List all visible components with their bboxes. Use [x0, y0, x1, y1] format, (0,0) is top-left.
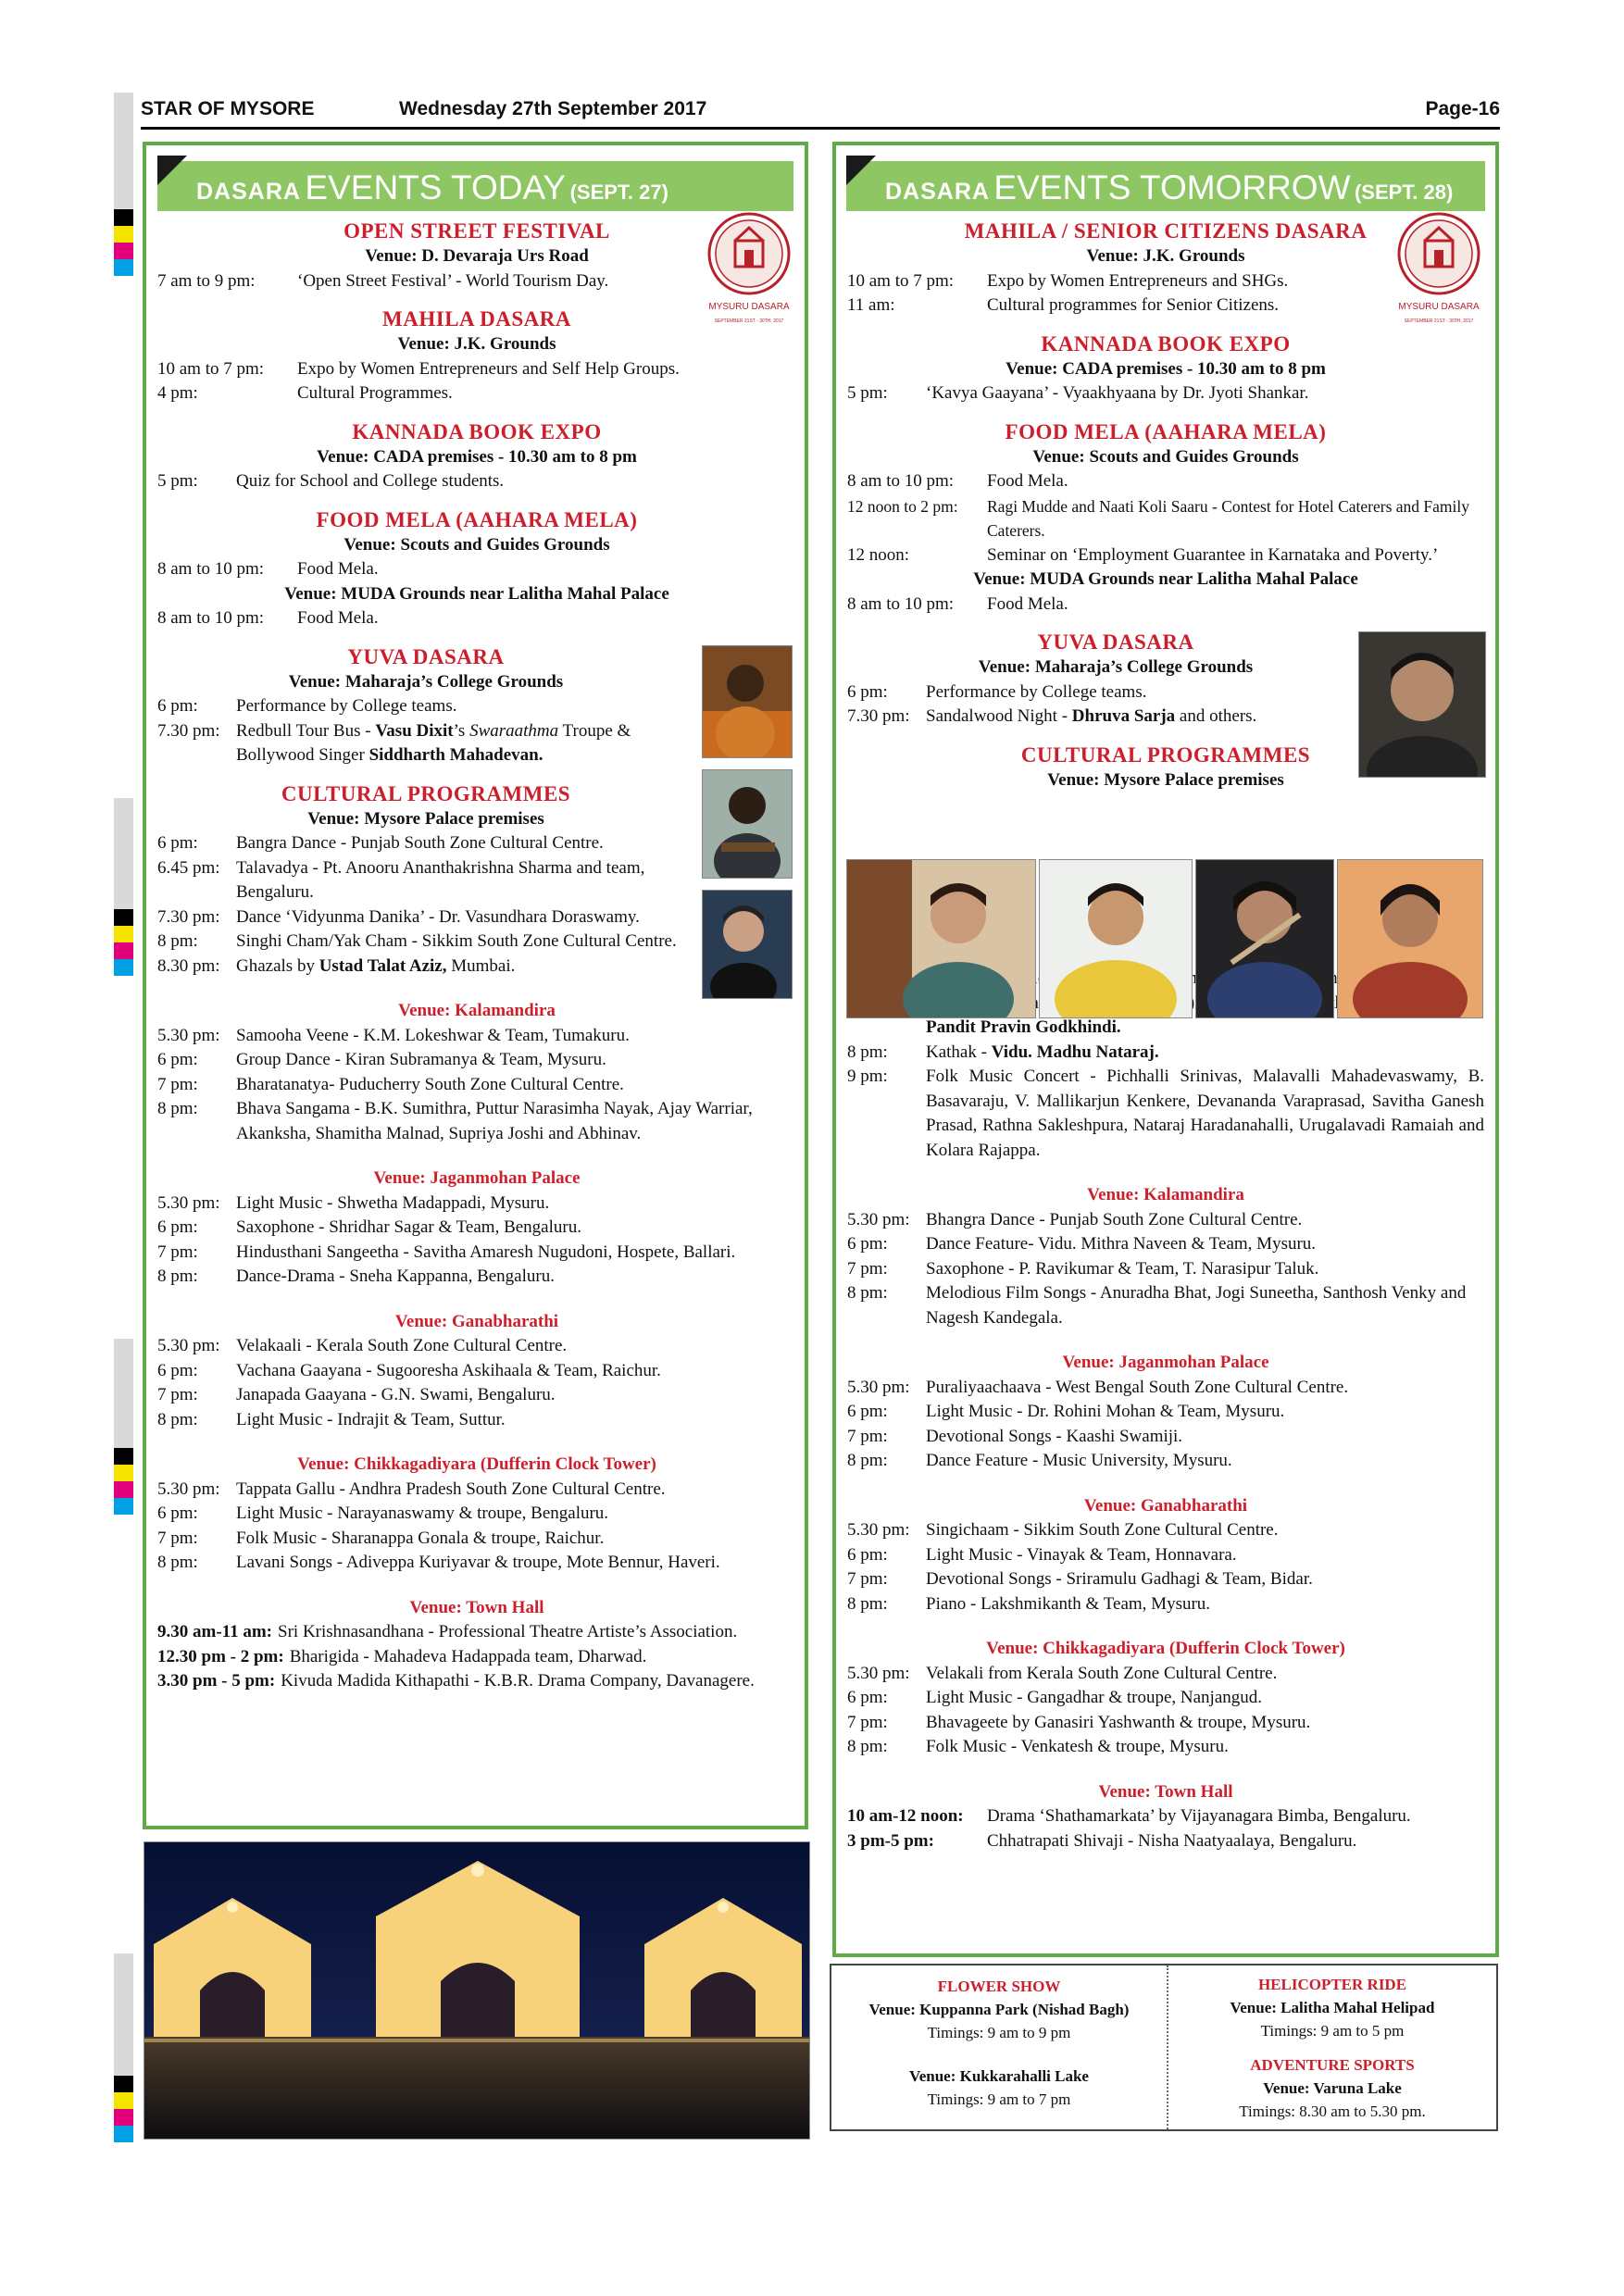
section-heading: MAHILA DASARA: [382, 307, 571, 331]
event-time: 6 pm:: [847, 1688, 888, 1707]
event-time: 6 pm:: [157, 696, 198, 716]
event-desc: Puraliyaachaava - West Bengal South Zone Cultural Centre.: [926, 1377, 1349, 1397]
event-time: 5.30 pm:: [847, 1663, 910, 1683]
venue-line: Venue: Scouts and Guides Grounds: [1032, 446, 1299, 467]
event-desc: Samooha Veene - K.M. Lokeshwar & Team, Tumakuru.: [236, 1025, 630, 1045]
event-time: 12.30 pm - 2 pm:: [157, 1646, 284, 1666]
event-desc: Velakali from Kerala South Zone Cultural Centre.: [926, 1663, 1278, 1683]
photo-nandinirao-gujar: [846, 859, 1036, 1018]
photo-siddharth-mahadevan: [702, 769, 793, 879]
event-row: [847, 293, 1484, 318]
event-time: 9 pm:: [847, 1067, 888, 1086]
event-row: [847, 1735, 1484, 1760]
event-row: [847, 1376, 1484, 1401]
rides-column: [1168, 1965, 1496, 2129]
masthead-rule: [141, 127, 1500, 130]
helicopter-ride-heading: HELICOPTER RIDE: [1257, 1976, 1407, 1993]
event-time: 6 pm:: [157, 1050, 198, 1069]
banner-corner: [157, 156, 187, 185]
event-time: 7 pm:: [847, 1569, 888, 1589]
event-time: 7.30 pm:: [157, 720, 220, 741]
event-desc: Light Music - Gangadhar & troupe, Nanjangud.: [926, 1688, 1263, 1707]
venue-heading: Venue: Jaganmohan Palace: [373, 1168, 581, 1188]
event-row: [157, 1669, 796, 1694]
event-time: 12 noon to 2 pm:: [847, 496, 958, 516]
event-row: [847, 1543, 1484, 1568]
event-desc: Bharigida - Mahadeva Hadappada team, Dharwad.: [289, 1646, 647, 1666]
events-today-banner: [157, 161, 793, 211]
photo-talat-aziz: [702, 890, 793, 999]
event-desc: Expo by Women Entrepreneurs and SHGs.: [987, 270, 1289, 291]
event-row: [157, 557, 796, 582]
event-row: [157, 905, 694, 930]
logo-subtext: SEPTEMBER 21ST - 30TH, 2017: [714, 318, 784, 324]
event-desc: Food Mela.: [297, 608, 379, 628]
adventure-sports-heading: ADVENTURE SPORTS: [1250, 2056, 1415, 2074]
event-time: 8 pm:: [157, 1267, 198, 1286]
event-time: 7.30 pm:: [847, 706, 910, 726]
venue-line: Venue: CADA premises - 10.30 am to 8 pm: [1006, 358, 1326, 379]
event-time: 5 pm:: [847, 383, 888, 403]
banner-corner: [846, 156, 876, 185]
venue-heading: Venue: Town Hall: [409, 1597, 544, 1617]
event-desc: Pandit Pravin Godkhindi.: [926, 1017, 1121, 1037]
event-time: 3 pm-5 pm:: [847, 1830, 934, 1851]
event-row: [157, 831, 694, 856]
event-row: [847, 494, 1484, 543]
event-desc: Food Mela.: [297, 559, 379, 579]
event-row: [157, 1097, 796, 1146]
event-time: 8 am to 10 pm:: [847, 593, 955, 614]
event-row: [157, 1383, 796, 1408]
event-time: 5.30 pm:: [157, 1192, 220, 1213]
event-desc: Light Music - Shwetha Madappadi, Mysuru.: [236, 1192, 550, 1213]
event-desc: Cultural Programmes.: [297, 383, 453, 403]
venue-line: Venue: Mysore Palace premises: [1047, 769, 1284, 790]
event-row: [847, 593, 1484, 618]
event-row: [847, 1208, 1484, 1233]
flower-show-timings-2: Timings: 9 am to 7 pm: [927, 2090, 1071, 2108]
banner-date: (SEPT. 28): [1354, 181, 1454, 204]
section-heading: FOOD MELA (AAHARA MELA): [1005, 419, 1327, 443]
event-desc: Velakaali - Kerala South Zone Cultural Centre.: [236, 1336, 568, 1355]
event-desc: Folk Music Concert - Pichhalli Srinivas, Malavalli Mahadevaswamy, B. Basavaraju, V. Mallikarjun Kenkere, Devananda Varaprasad, Savitha Ganesh Prasad, Rathna Sakleshpura, Nataraj Haradanahalli, Urugalavadi Ramaiah and Kolara Rajappa.: [926, 1067, 1484, 1160]
flower-show-column: [831, 1965, 1168, 2129]
paper-name: STAR OF MYSORE: [141, 98, 315, 119]
photo-jayatirtha-mevundi: [1039, 859, 1193, 1018]
event-desc: Expo by Women Entrepreneurs and Self Help Groups.: [297, 358, 680, 379]
flower-show-venue-1: Venue: Kuppanna Park (Nishad Bagh): [868, 2001, 1130, 2018]
venue-line: Venue: Maharaja’s College Grounds: [978, 657, 1254, 677]
event-desc: Devotional Songs - Sriramulu Gadhagi & Team, Bidar.: [926, 1569, 1313, 1589]
event-time: 8.30 pm:: [157, 955, 220, 976]
event-desc: Tappata Gallu - Andhra Pradesh South Zone Cultural Centre.: [236, 1479, 666, 1499]
photo-madhu-nataraj: [1337, 859, 1483, 1018]
event-time: 8 pm:: [157, 931, 198, 951]
event-row: [157, 1478, 796, 1503]
event-row: [847, 1257, 1484, 1282]
event-time: 5 pm:: [157, 471, 198, 491]
venue-heading: Venue: Chikkagadiyara (Dufferin Clock Tower): [986, 1639, 1345, 1658]
event-row: [847, 1804, 1484, 1829]
event-time: 6 pm:: [847, 1402, 888, 1421]
event-time: 6.45 pm:: [157, 857, 220, 878]
page-number: Page-16: [1425, 98, 1500, 119]
event-desc: Bharatanatya- Puducherry South Zone Cultural Centre.: [236, 1074, 624, 1094]
event-desc: Janapada Gaayana - G.N. Swami, Bengaluru.: [236, 1385, 556, 1404]
event-time: 8 pm:: [157, 1553, 198, 1572]
event-time: 7 pm:: [847, 1712, 888, 1732]
event-desc: Food Mela.: [987, 593, 1068, 614]
flower-show-timings-1: Timings: 9 am to 9 pm: [927, 2024, 1071, 2041]
event-time: 5.30 pm:: [157, 1025, 220, 1045]
event-time: 8 pm:: [157, 1099, 198, 1118]
event-desc: Redbull Tour Bus - Vasu Dixit’s Swaraathma Troupe & Bollywood Singer Siddharth Mahadevan.: [236, 720, 631, 765]
event-row: [847, 1567, 1484, 1592]
event-row: [847, 1400, 1484, 1425]
event-time: 5.30 pm:: [157, 1479, 220, 1499]
banner-date: (SEPT. 27): [569, 181, 668, 204]
venue-heading: Venue: Kalamandira: [398, 1001, 556, 1020]
event-row: [157, 381, 796, 406]
event-time: 9.30 am-11 am:: [157, 1622, 273, 1641]
event-desc: Vachana Gaayana - Sugooresha Askihaala & Team, Raichur.: [236, 1360, 661, 1380]
event-time: 8 pm:: [847, 1593, 888, 1614]
event-row: [157, 357, 796, 382]
photo-mysore-palace-illuminated: [144, 1841, 810, 2140]
logo-subtext: SEPTEMBER 21ST - 30TH, 2017: [1404, 318, 1474, 324]
event-row: [157, 1334, 796, 1359]
registration-strip: [114, 93, 133, 209]
event-time: 6 pm:: [157, 1217, 198, 1237]
event-desc: Bhava Sangama - B.K. Sumithra, Puttur Narasimha Nayak, Ajay Warriar, Akanksha, Shamitha Malnad, Supriya Joshi and Abhinav.: [236, 1099, 753, 1143]
venue-line: Venue: Maharaja’s College Grounds: [288, 671, 564, 692]
event-desc: Saxophone - Shridhar Sagar & Team, Bengaluru.: [236, 1217, 581, 1237]
venue-line: Venue: MUDA Grounds near Lalitha Mahal Palace: [284, 583, 669, 604]
event-desc: Dance Feature - Music University, Mysuru.: [926, 1451, 1232, 1470]
event-row: [157, 719, 694, 768]
event-row: [847, 680, 1384, 705]
event-desc: Melodious Film Songs - Anuradha Bhat, Jogi Suneetha, Santhosh Venky and Nagesh Kandegala.: [926, 1283, 1467, 1328]
event-row: [157, 1265, 796, 1290]
banner-dasara: DASARA: [196, 179, 301, 205]
event-time: 6 pm:: [847, 1234, 888, 1254]
event-row: [157, 469, 796, 494]
event-row: [157, 1048, 796, 1073]
event-time: 7 pm:: [157, 1242, 198, 1262]
event-row: [847, 1041, 1484, 1066]
registration-marks: [114, 2076, 133, 2142]
venue-heading: Venue: Ganabharathi: [394, 1311, 559, 1331]
event-time: 7 pm:: [847, 1426, 888, 1446]
event-time: 8 am to 10 pm:: [847, 471, 955, 491]
event-desc: Chhatrapati Shivaji - Nisha Naatyaalaya, Bengaluru.: [987, 1830, 1357, 1851]
event-row: [847, 543, 1484, 568]
event-desc: Saxophone - P. Ravikumar & Team, T. Narasipur Taluk.: [926, 1258, 1319, 1279]
banner-title: EVENTS TOMORROW: [993, 168, 1351, 206]
venue-line: Venue: CADA premises - 10.30 am to 8 pm: [317, 446, 637, 467]
event-time: 11 am:: [847, 295, 895, 315]
event-desc: Kivuda Madida Kithapathi - K.B.R. Drama Company, Davanagere.: [281, 1671, 755, 1691]
event-time: 8 pm:: [157, 1409, 198, 1429]
event-row: [847, 1065, 1484, 1163]
event-time: 7 pm:: [157, 1528, 198, 1548]
venue-heading: Venue: Ganabharathi: [1083, 1495, 1248, 1516]
section-heading: KANNADA BOOK EXPO: [1041, 331, 1291, 356]
event-desc: Bhavageete by Ganasiri Yashwanth & troupe, Mysuru.: [926, 1712, 1311, 1732]
event-row: [847, 1232, 1484, 1257]
event-desc: Seminar on ‘Employment Guarantee in Karnataka and Poverty.’: [987, 544, 1439, 565]
issue-date: Wednesday 27th September 2017: [399, 98, 707, 119]
section-heading: KANNADA BOOK EXPO: [352, 419, 602, 443]
event-desc: Singhi Cham/Yak Cham - Sikkim South Zone Cultural Centre.: [236, 931, 677, 951]
event-row: [847, 1281, 1484, 1330]
section-heading: YUVA DASARA: [347, 644, 505, 668]
event-desc: Kathak - Vidu. Madhu Nataraj.: [926, 1042, 1159, 1062]
event-desc: Performance by College teams.: [926, 681, 1147, 702]
event-desc: Group Dance - Kiran Subramanya & Team, Mysuru.: [236, 1050, 606, 1069]
registration-marks: [114, 1448, 133, 1515]
event-time: 10 am-12 noon:: [847, 1806, 964, 1826]
photo-pravin-godkhindi: [1195, 859, 1334, 1018]
event-row: [157, 1073, 796, 1098]
event-desc: Cultural programmes for Senior Citizens.: [987, 295, 1280, 315]
event-desc: Food Mela.: [987, 471, 1068, 491]
venue-line: Venue: D. Devaraja Urs Road: [365, 246, 589, 266]
event-desc: ‘Open Street Festival’ - World Tourism Day.: [297, 270, 609, 291]
event-row: [157, 856, 694, 905]
event-desc: Folk Music - Venkatesh & troupe, Mysuru.: [926, 1737, 1229, 1756]
banner-dasara: DASARA: [885, 179, 990, 205]
section-heading: OPEN STREET FESTIVAL: [344, 219, 610, 243]
event-desc: Light Music - Vinayak & Team, Honnavara.: [926, 1544, 1237, 1565]
event-desc: Performance by College teams.: [236, 696, 457, 716]
flower-show-venue-2: Venue: Kukkarahalli Lake: [909, 2067, 1089, 2085]
flower-show-heading: FLOWER SHOW: [937, 1978, 1061, 1995]
section-heading: CULTURAL PROGRAMMES: [281, 781, 571, 805]
event-desc: Light Music - Narayanaswamy & troupe, Bengaluru.: [236, 1504, 609, 1523]
logo-text: MYSURU DASARA: [1398, 302, 1480, 312]
event-desc: Sandalwood Night - Dhruva Sarja and others.: [926, 706, 1257, 726]
registration-strip: [114, 798, 133, 909]
event-row: [157, 1216, 796, 1241]
event-time: 7 pm:: [847, 1258, 888, 1279]
event-desc: Drama ‘Shathamarkata’ by Vijayanagara Bimba, Bengaluru.: [987, 1806, 1411, 1826]
event-desc: Singichaam - Sikkim South Zone Cultural Centre.: [926, 1520, 1279, 1540]
registration-strip: [114, 1953, 133, 2076]
event-time: 8 pm:: [847, 1283, 888, 1303]
event-row: [157, 1408, 796, 1433]
venue-line: Venue: J.K. Grounds: [1086, 246, 1245, 266]
event-desc: Hindusthani Sangeetha - Savitha Amaresh Nugudoni, Hospete, Ballari.: [236, 1242, 736, 1262]
event-row: [157, 1527, 796, 1552]
event-time: 8 am to 10 pm:: [157, 559, 265, 579]
event-row: [157, 694, 694, 719]
helicopter-ride-timings: Timings: 9 am to 5 pm: [1260, 2022, 1405, 2040]
event-time: 6 pm:: [847, 681, 888, 702]
event-row: [847, 1592, 1484, 1617]
event-time: 5.30 pm:: [847, 1520, 910, 1540]
event-row: [847, 1662, 1484, 1687]
venue-heading: Venue: Jaganmohan Palace: [1062, 1353, 1269, 1372]
event-row: [157, 1024, 796, 1049]
other-events-box: [830, 1964, 1498, 2131]
events-tomorrow-banner: [846, 161, 1485, 211]
events-tomorrow-content: [847, 218, 1484, 1853]
venue-line: Venue: Mysore Palace premises: [307, 808, 544, 829]
event-time: 8 pm:: [847, 1451, 888, 1470]
event-time: 8 pm:: [847, 1042, 888, 1062]
event-desc: Bhangra Dance - Punjab South Zone Cultural Centre.: [926, 1209, 1303, 1229]
event-row: [157, 1551, 796, 1576]
event-time: 7.30 pm:: [157, 906, 220, 927]
adventure-sports-timings: Timings: 8.30 am to 5.30 pm.: [1239, 2103, 1426, 2120]
event-desc: Dance ‘Vidyunma Danika’ - Dr. Vasundhara Doraswamy.: [236, 906, 640, 927]
event-desc: Light Music - Dr. Rohini Mohan & Team, Mysuru.: [926, 1402, 1285, 1421]
event-time: 3.30 pm - 5 pm:: [157, 1671, 276, 1691]
event-row: [157, 1192, 796, 1217]
event-time: 12 noon:: [847, 544, 910, 565]
venue-line: Venue: J.K. Grounds: [397, 334, 556, 354]
photo-dhruva-sarja: [1358, 631, 1486, 778]
event-time: 5.30 pm:: [157, 1336, 220, 1355]
venue-line: Venue: MUDA Grounds near Lalitha Mahal Palace: [973, 569, 1358, 589]
event-desc: Dance Feature- Vidu. Mithra Naveen & Team, Mysuru.: [926, 1234, 1317, 1254]
section-heading: FOOD MELA (AAHARA MELA): [316, 507, 638, 531]
event-time: 7 am to 9 pm:: [157, 270, 256, 291]
event-row: [847, 705, 1384, 730]
event-desc: Talavadya - Pt. Anooru Ananthakrishna Sharma and team, Bengaluru.: [236, 857, 645, 902]
event-desc: Ragi Mudde and Naati Koli Saaru - Contest for Hotel Caterers and Family Caterers.: [987, 496, 1469, 540]
event-desc: Lavani Songs - Adiveppa Kuriyavar & troupe, Mote Bennur, Haveri.: [236, 1553, 720, 1572]
event-time: 7 pm:: [157, 1385, 198, 1404]
event-row: [157, 955, 796, 980]
section-heading: CULTURAL PROGRAMMES: [1020, 742, 1311, 767]
event-row: [847, 1449, 1484, 1474]
event-desc: Bangra Dance - Punjab South Zone Cultural Centre.: [236, 833, 604, 853]
event-desc: Ghazals by Ustad Talat Aziz, Mumbai.: [236, 955, 516, 976]
event-desc: Sri Krishnasandhana - Professional Theatre Artiste’s Association.: [278, 1622, 738, 1641]
helicopter-ride-venue: Venue: Lalitha Mahal Helipad: [1230, 1999, 1435, 2016]
event-row: [157, 606, 796, 631]
registration-strip: [114, 1339, 133, 1448]
event-time: 6 pm:: [157, 1504, 198, 1523]
event-time: 7 pm:: [157, 1074, 198, 1094]
event-row: [847, 1829, 1484, 1854]
event-desc: Quiz for School and College students.: [236, 471, 505, 491]
section-heading: MAHILA / SENIOR CITIZENS DASARA: [964, 219, 1368, 243]
event-row: [157, 1620, 796, 1645]
venue-heading: Venue: Town Hall: [1098, 1781, 1233, 1802]
venue-heading: Venue: Chikkagadiyara (Dufferin Clock Tower): [297, 1454, 656, 1474]
event-row: [157, 1645, 796, 1670]
event-row: [847, 469, 1484, 494]
event-time: 10 am to 7 pm:: [847, 270, 955, 291]
event-desc: Dance-Drama - Sneha Kappanna, Bengaluru.: [236, 1267, 555, 1286]
event-time: 4 pm:: [157, 383, 198, 403]
event-time: 8 pm:: [847, 1737, 888, 1756]
masthead: [141, 96, 1500, 128]
event-time: 6 pm:: [157, 1360, 198, 1380]
event-row: [157, 269, 796, 294]
event-desc: Piano - Lakshmikanth & Team, Mysuru.: [926, 1593, 1211, 1614]
logo-text: MYSURU DASARA: [708, 302, 790, 312]
event-row: [847, 1425, 1484, 1450]
event-row: [157, 930, 796, 955]
registration-marks: [114, 209, 133, 276]
event-time: 10 am to 7 pm:: [157, 358, 265, 379]
event-row: [157, 1241, 796, 1266]
event-desc: ‘Kavya Gaayana’ - Vyaakhyaana by Dr. Jyoti Shankar.: [926, 383, 1309, 403]
event-row: [847, 269, 1484, 294]
venue-line: Venue: Scouts and Guides Grounds: [344, 534, 610, 555]
event-row: [847, 1518, 1484, 1543]
event-row: [847, 381, 1484, 406]
event-row: [157, 1502, 796, 1527]
event-row: [847, 1686, 1484, 1711]
banner-title: EVENTS TODAY: [305, 168, 567, 206]
event-time: 5.30 pm:: [847, 1209, 910, 1229]
venue-heading: Venue: Kalamandira: [1087, 1185, 1244, 1204]
event-row: [157, 1359, 796, 1384]
event-time: 6 pm:: [847, 1544, 888, 1565]
event-desc: Light Music - Indrajit & Team, Suttur.: [236, 1409, 506, 1429]
event-time: 6 pm:: [157, 833, 198, 853]
event-desc: Folk Music - Sharanappa Gonala & troupe, Raichur.: [236, 1528, 605, 1548]
event-desc: Devotional Songs - Kaashi Swamiji.: [926, 1426, 1183, 1446]
event-time: 5.30 pm:: [847, 1377, 910, 1397]
registration-marks: [114, 909, 133, 976]
adventure-sports-venue: Venue: Varuna Lake: [1263, 2079, 1402, 2097]
event-row: [847, 1711, 1484, 1736]
photo-vasu-dixit: [702, 645, 793, 758]
section-heading: YUVA DASARA: [1037, 630, 1194, 654]
event-time: 8 am to 10 pm:: [157, 608, 265, 628]
events-today-content: [157, 218, 796, 1694]
